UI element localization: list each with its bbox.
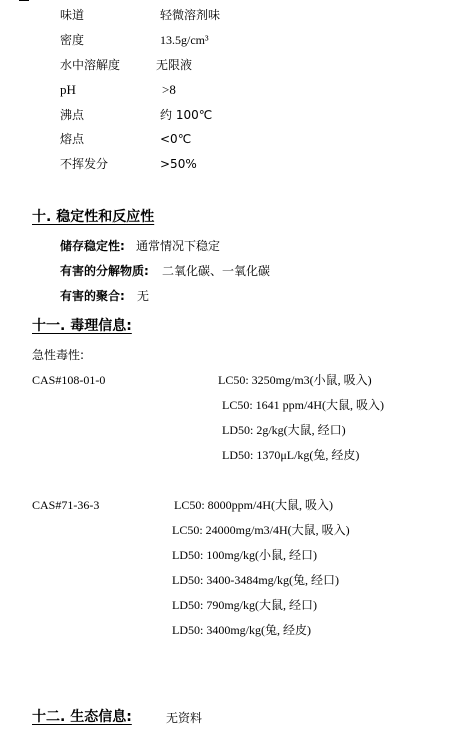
toxicity-value: LC50: 24000mg/m3/4H(大鼠, 吸入) xyxy=(172,523,350,537)
section-title-ecology: 十二. 生态信息: xyxy=(32,709,132,725)
decomposition-label: 有害的分解物质: xyxy=(60,264,149,278)
property-value: 轻微溶剂味 xyxy=(160,8,221,22)
top-rule-fragment xyxy=(19,0,29,1)
decomposition-value: 二氧化碳、一氧化碳 xyxy=(162,264,271,278)
property-value: <0℃ xyxy=(160,132,192,146)
property-value: >50% xyxy=(160,157,197,171)
toxicity-value: LD50: 100mg/kg(小鼠, 经口) xyxy=(172,548,317,562)
toxicity-value: LC50: 8000ppm/4H(大鼠, 吸入) xyxy=(174,498,333,512)
toxicity-value: LD50: 3400-3484mg/kg(兔, 经口) xyxy=(172,573,339,587)
toxicity-value: LD50: 3400mg/kg(兔, 经皮) xyxy=(172,623,311,637)
property-label: 密度 xyxy=(60,33,85,47)
toxicity-value: LC50: 1641 ppm/4H(大鼠, 吸入) xyxy=(222,398,384,412)
storage-stability-value: 通常情况下稳定 xyxy=(136,239,221,253)
cas-number: CAS#71-36-3 xyxy=(32,498,100,512)
toxicity-value: LD50: 1370μL/kg(兔, 经皮) xyxy=(222,448,360,462)
property-label: 水中溶解度 xyxy=(60,58,121,72)
polymerization-value: 无 xyxy=(137,289,150,303)
property-value: >8 xyxy=(162,82,176,97)
toxicity-value: LC50: 3250mg/m3(小鼠, 吸入) xyxy=(218,373,372,387)
property-label: 熔点 xyxy=(60,132,85,146)
toxicity-value: LD50: 2g/kg(大鼠, 经口) xyxy=(222,423,346,437)
section-title-toxicology: 十一. 毒理信息: xyxy=(32,318,132,334)
property-value: 无限液 xyxy=(156,58,193,72)
property-label: 沸点 xyxy=(60,108,85,122)
property-label: pH xyxy=(60,82,76,97)
cas-number: CAS#108-01-0 xyxy=(32,373,106,387)
acute-toxicity-label: 急性毒性: xyxy=(32,348,85,362)
ecology-value: 无资料 xyxy=(166,711,203,725)
storage-stability-label: 储存稳定性: xyxy=(60,239,125,253)
section-title-stability: 十. 稳定性和反应性 xyxy=(32,209,155,225)
property-value: 约 100℃ xyxy=(160,108,213,122)
toxicity-value: LD50: 790mg/kg(大鼠, 经口) xyxy=(172,598,317,612)
property-value: 13.5g/cm³ xyxy=(160,33,209,47)
property-label: 不挥发分 xyxy=(60,157,109,171)
polymerization-label: 有害的聚合: xyxy=(60,289,125,303)
property-label: 味道 xyxy=(60,8,85,22)
